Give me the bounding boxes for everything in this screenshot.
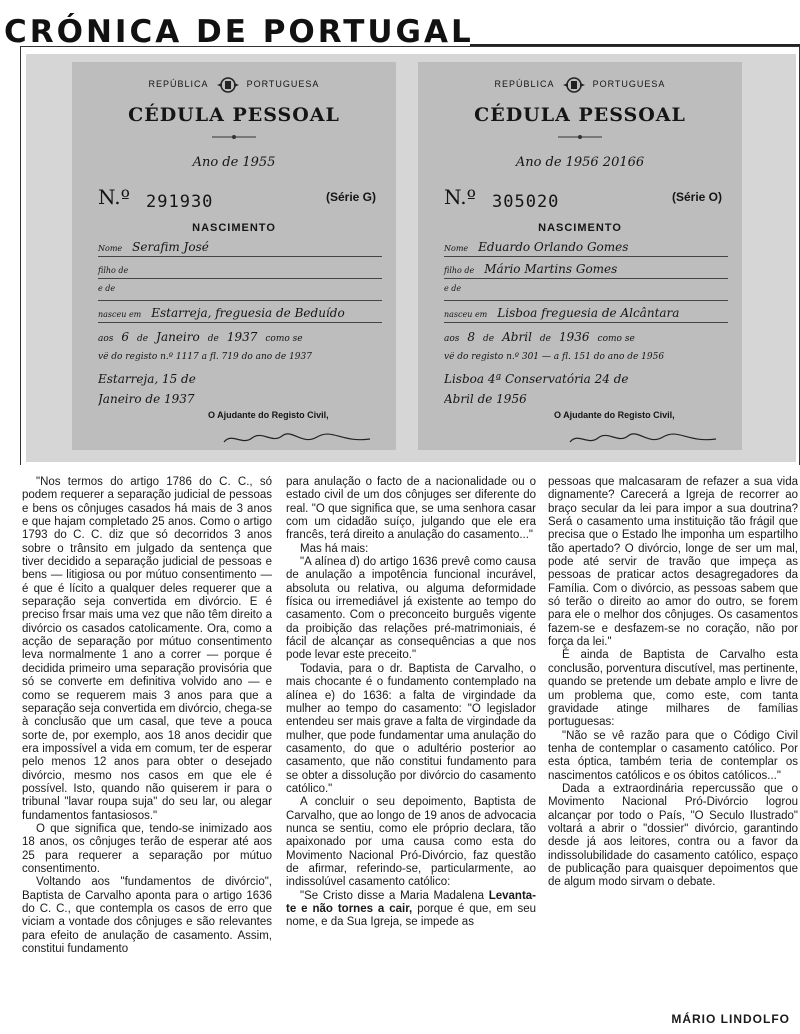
card-title: CÉDULA PESSOAL (474, 104, 686, 126)
cedula-card-right (418, 62, 742, 450)
registry-extra-2-text: Abril de 1956 (444, 392, 527, 406)
registrar-label: O Ajudante do Registo Civil, (554, 410, 675, 420)
series-label: (Série G) (325, 190, 376, 204)
registry-extra-2-text: Janeiro de 1937 (98, 392, 195, 406)
republica-right: PORTUGUESA (592, 79, 666, 90)
paragraph: Voltando aos "fundamentos de divórcio", Baptista de Carvalho aponta para o artigo 1636 do C. C., que contempla os casos de erro que viciam a vontade dos cônjuges e são relevantes para efeito de anulação de casamento. Assim, constitui fundamento (22, 876, 272, 956)
birth-heading: NASCIMENTO (538, 222, 622, 234)
card-number: 291930 (146, 192, 214, 212)
name-field-label: Nome (444, 244, 469, 253)
birthplace-field-value: Estarreja, freguesia de Beduído (151, 306, 345, 320)
mother-field (98, 284, 382, 301)
name-field-value: Serafim José (132, 240, 209, 254)
birthdate-aos-label: aos (444, 334, 460, 344)
paragraph: É ainda de Baptista de Carvalho esta conclusão, porventura discutível, mas pertinente, quando se pretende um debate amplo e livre de um problema que, como este, com tanta gravidade atinge milhares de famílias portuguesas: (548, 649, 798, 729)
text-column-2 (286, 476, 536, 930)
registry-line: vê do registo n.º 1117 a fl. 719 do ano de 1937 (98, 352, 312, 362)
mother-field-label: e de (98, 284, 116, 293)
name-field-value: Eduardo Orlando Gomes (478, 240, 629, 254)
father-field-value: Mário Martins Gomes (484, 262, 618, 276)
signature-icon (222, 430, 372, 448)
birthplace-field-value: Lisboa freguesia de Alcântara (497, 306, 680, 320)
republica-header (72, 76, 396, 94)
birthplace-field (98, 306, 382, 323)
birthdate-aos-label: aos (98, 334, 114, 344)
author-byline: MÁRIO LINDOLFO (671, 1012, 790, 1026)
republica-right: PORTUGUESA (246, 79, 320, 90)
ornament-icon (558, 134, 602, 140)
paragraph: Mas há mais: (300, 542, 369, 555)
birthdate-aos-day: 6 (121, 330, 130, 344)
birthdate-line (98, 330, 382, 346)
birthdate-aos-year: 1936 (559, 330, 590, 344)
birthdate-aos-day: 8 (467, 330, 476, 344)
paragraph: pessoas que malcasaram de refazer a sua vida dignamente? Carecerá a Igreja de recorrer ao braço secular da lei para impor a sua doutrina? Será o casamento uma instituição tão frágil que precisa que o Estado lhe imponha um espartilho tão apertado? O divórcio, longe de ser um mal, pode até servir de travão que impeça as pessoas de praticar actos desagregadores da Família. Com o divórcio, as pessoas sabem que só terão o direito ao amor do outro, se forem para ele o melhor dos cônjuges. Os casamentos fazem-se e desfazem-se no coração, não por força da lei." (548, 476, 798, 649)
birthdate-aos-month: Abril (502, 330, 532, 344)
year-label: Ano de (515, 155, 562, 170)
quote-highlight: Levanta-te e não tornes a cair, (286, 889, 536, 915)
father-field (444, 262, 728, 279)
birthdate-aos-month: Janeiro (156, 330, 200, 344)
republica-header (418, 76, 742, 94)
year-line (72, 155, 396, 170)
registry-extra-1 (444, 372, 728, 388)
registrar-label: O Ajudante do Registo Civil, (208, 410, 329, 420)
section-title: CRÓNICA DE PORTUGAL (4, 14, 474, 50)
series-label: (Série O) (671, 190, 722, 204)
registry-extra-1-text: Estarreja, 15 de (98, 372, 196, 386)
year-value: 1955 (242, 155, 276, 170)
birthplace-field-label: nasceu em (98, 310, 142, 319)
name-field-label: Nome (98, 244, 123, 253)
birthdate-aos-year: 1937 (226, 330, 258, 344)
year-value: 1956 20166 (565, 155, 645, 170)
mother-field (444, 284, 728, 301)
paragraph: para anulação o facto de a nacionalidade ou o estado civil de um dos cônjuges ser diferente do real. "O que significa que, se uma senhora casar com um cidadão suíço, julgando que ele era francês, terá direito a anulação do casamento..." (286, 476, 536, 542)
republica-left: REPÚBLICA (494, 79, 555, 90)
signature-icon (568, 430, 718, 448)
birthdate-aos-tail: como se (265, 334, 303, 344)
coat-of-arms-icon (215, 76, 241, 94)
republica-left: REPÚBLICA (148, 79, 209, 90)
paragraph: A concluir o seu depoimento, Baptista de Carvalho, que ao longo de 19 anos de advocacia nunca se sentiu, como ele próprio declara, tão apaixonado por uma causa como esta do Movimento Nacional Pró-Divórcio, faz questão de afirmar, referindo-se, particularmente, ao indissolúvel casamento católico: (286, 796, 536, 889)
name-field (98, 240, 382, 257)
quote-tail: porque é que, em seu nome, e da Sua Igreja, se impede as (286, 903, 536, 929)
birthdate-aos-de2: de (207, 334, 219, 344)
ornament-icon (212, 134, 256, 140)
card-number: 305020 (492, 192, 560, 212)
quote-text: "Se Cristo disse a Maria Madalena (300, 889, 485, 902)
number-label: N.º (444, 185, 476, 209)
birthplace-field-label: nasceu em (444, 310, 488, 319)
birth-heading: NASCIMENTO (192, 222, 276, 234)
birthdate-aos-tail: como se (597, 334, 635, 344)
coat-of-arms-icon (561, 76, 587, 94)
birthdate-line (444, 330, 728, 346)
registry-extra-1 (98, 372, 382, 388)
registry-extra-2 (98, 392, 382, 408)
birthplace-field (444, 306, 728, 323)
name-field (444, 240, 728, 257)
number-label: N.º (98, 185, 130, 209)
card-title: CÉDULA PESSOAL (128, 104, 340, 126)
father-field-label: filho de (98, 266, 129, 275)
paragraph: "Nos termos do artigo 1786 do C. C., só podem requerer a separação judicial de pessoas e bens os cônjuges casados há mais de 3 anos e que hajam completado 25 anos. Como o artigo 1793 do C. C. diz que só decorridos 3 anos sobre o trânsito em julgado da sentença que tiver decidido a separação judicial de pessoas e bens — litigiosa ou por mútuo consentimento — é que é lícito a qualquer deles requerer que a separação seja convertida em divórcio. E é preciso frsar mais uma vez que não têm direito a divórcio os casados catolicamente. Ora, como a acção de separação por mútuo consentimento leva normalmente 1 ano a correr — porque é decidida primeiro uma separação provisória que só se converte em definitiva volvido ano — e como se requerem mais 3 anos para que a separação seja convertida em divórcio, chega-se à conclusão que um casal, que teve a pouca sorte de, por exemplo, aos 18 anos decidir que era impossível a vida em comum, ter de esperar pelo menos 12 anos para obter o desejado divórcio, mesmo nos casos em que ele é possível. Isto, quando não quiserem ir para o tribunal "lavar roupa suja" do seu lar, ou alegar fundamentos fantasiosos." (22, 476, 272, 822)
paragraph: Todavia, para o dr. Baptista de Carvalho, o mais chocante é o fundamento contemplado na alínea e) do 1636: a falta de virgindade da mulher ao tempo do casamento: "O legislador entendeu ser mais grave a falta de virgindade da mulher, que pode fundamentar uma anulação do casamento, do que o adultério posterior ao casamento, que não constitui fundamento para se obter a dissolução por divórcio do casamento católico." (286, 662, 536, 795)
cedula-card-left (72, 62, 396, 450)
paragraph: O que significa que, tendo-se inimizado aos 18 anos, os cônjuges terão de esperar até aos 25 para requerer a separação por mútuo consentimento. (22, 822, 272, 875)
paragraph (286, 890, 536, 930)
text-column-1 (22, 476, 272, 956)
year-line (418, 155, 742, 170)
birthdate-aos-de: de (483, 334, 495, 344)
registry-line: vê do registo n.º 301 — a fl. 151 do ano de 1956 (444, 352, 665, 362)
paragraph: "A alínea d) do artigo 1636 prevê como causa de anulação a impotência funcional incurável, absoluta ou relativa, ou alguma deformidade física ou irremediável já existente ao tempo do casamento. Com o preconceito burguês vigente da proibição das relações pré-matrimoniais, é fácil de alcançar as consequências a que nos pode levar este preceito." (286, 556, 536, 662)
paragraph: "Não se vê razão para que o Código Civil tenha de contemplar o casamento católico. Por esta óptica, também teria de contemplar os nascimentos católicos e os óbitos católicos..." (548, 729, 798, 782)
registry-extra-1-text: Lisboa 4ª Conservatória 24 de (444, 372, 629, 386)
mother-field-label: e de (444, 284, 462, 293)
father-field (98, 262, 382, 279)
birthdate-aos-de: de (137, 334, 149, 344)
father-field-label: filho de (444, 266, 475, 275)
birthdate-aos-de2: de (539, 334, 551, 344)
paragraph: Dada a extraordinária repercussão que o Movimento Nacional Pró-Divórcio logrou alcançar por todo o País, "O Seculo Ilustrado" voltará a abrir o "dossier" divórcio, garantindo desde já aos leitores, contra ou a favor da indissolubilidade do casamento católico, espaço de publicação para quaisquer depoimentos que de algum modo sirvam o debate. (548, 782, 798, 889)
registry-extra-2 (444, 392, 728, 408)
year-label: Ano de (192, 155, 239, 170)
text-column-3 (548, 476, 798, 890)
